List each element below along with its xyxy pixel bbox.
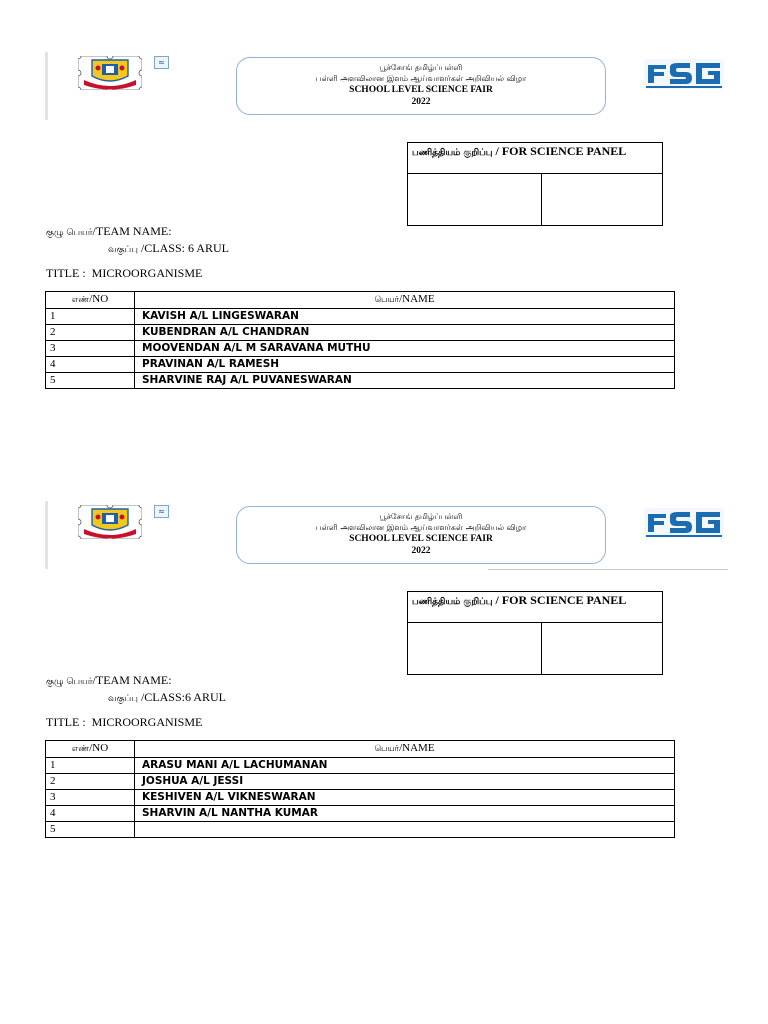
- title-label: TITLE :: [46, 266, 86, 280]
- member-name: PRAVINAN A/L RAMESH: [135, 357, 675, 373]
- table-row: [46, 341, 675, 357]
- table-row: [46, 309, 675, 325]
- table-row: [46, 790, 675, 806]
- event-year: 2022: [411, 546, 431, 556]
- class-line: [108, 690, 226, 707]
- member-name: SHARVIN A/L NANTHA KUMAR: [135, 806, 675, 822]
- event-name-tamil: பள்ளி அளவிலான இளம் ஆய்வாளர்கள் அறிவியல் விழா: [315, 74, 527, 83]
- column-header-no-english: /NO: [89, 293, 109, 305]
- team-form-2: [0, 449, 768, 889]
- table-row: [46, 325, 675, 341]
- member-name: MOOVENDAN A/L M SARAVANA MUTHU: [135, 341, 675, 357]
- project-title: MICROORGANISME: [91, 266, 203, 280]
- team-name-line: [46, 673, 172, 690]
- column-header-name-english: /NAME: [399, 293, 435, 305]
- member-name: KAVISH A/L LINGESWARAN: [135, 309, 675, 325]
- column-header-no-tamil: எண்: [71, 295, 90, 305]
- table-header-row: [46, 292, 675, 309]
- row-number: 5: [46, 373, 135, 389]
- team-form-1: [0, 0, 768, 440]
- row-number: 1: [46, 758, 135, 774]
- title-label: TITLE :: [46, 715, 86, 729]
- class-value: /CLASS:6 ARUL: [137, 690, 226, 704]
- column-header-no: [46, 741, 135, 758]
- class-line: [108, 241, 229, 258]
- event-title-box: [236, 57, 606, 115]
- row-number: 4: [46, 806, 135, 822]
- divider-line: [488, 569, 728, 570]
- table-row: [46, 357, 675, 373]
- science-panel-label-tamil: பணித்தியம் குறிப்பு: [412, 597, 493, 607]
- event-year: 2022: [411, 97, 431, 107]
- row-number: 3: [46, 341, 135, 357]
- row-number: 2: [46, 774, 135, 790]
- panel-score-cell[interactable]: [542, 174, 662, 225]
- margin-bar: [45, 501, 48, 569]
- table-row: [46, 758, 675, 774]
- team-name-label-english: /TEAM NAME:: [92, 224, 172, 238]
- panel-score-cell[interactable]: [542, 623, 662, 674]
- science-panel-header: [408, 143, 662, 174]
- team-name-label-tamil: குழு பெயர்: [46, 677, 93, 687]
- member-name: ARASU MANI A/L LACHUMANAN: [135, 758, 675, 774]
- column-header-no-english: /NO: [89, 742, 109, 754]
- table-header-row: [46, 741, 675, 758]
- school-name-tamil: பூச்சோங் தமிழ்ப்பள்ளி: [379, 63, 463, 72]
- table-row: [46, 822, 675, 838]
- image-anchor-icon: ≈: [154, 56, 169, 69]
- team-name-line: [46, 224, 172, 241]
- table-row: [46, 806, 675, 822]
- member-name: SHARVINE RAJ A/L PUVANESWARAN: [135, 373, 675, 389]
- column-header-no: [46, 292, 135, 309]
- row-number: 3: [46, 790, 135, 806]
- column-header-no-tamil: எண்: [71, 744, 90, 754]
- project-title-line: [46, 715, 202, 730]
- event-title-box: [236, 506, 606, 564]
- science-panel-box: [407, 591, 663, 675]
- class-label-tamil: வகுப்பு: [108, 245, 138, 255]
- column-header-name: [135, 741, 675, 758]
- event-name-english: SCHOOL LEVEL SCIENCE FAIR: [349, 85, 493, 95]
- column-header-name-english: /NAME: [399, 742, 435, 754]
- member-name: [135, 822, 675, 838]
- class-value: /CLASS: 6 ARUL: [137, 241, 229, 255]
- science-panel-header: [408, 592, 662, 623]
- science-panel-label-tamil: பணித்தியம் குறிப்பு: [412, 148, 493, 158]
- panel-score-cell[interactable]: [408, 623, 542, 674]
- panel-score-cell[interactable]: [408, 174, 542, 225]
- row-number: 4: [46, 357, 135, 373]
- event-name-english: SCHOOL LEVEL SCIENCE FAIR: [349, 534, 493, 544]
- school-logo-icon: [78, 505, 142, 539]
- margin-bar: [45, 52, 48, 120]
- member-name: JOSHUA A/L JESSI: [135, 774, 675, 790]
- image-anchor-icon: ≈: [154, 505, 169, 518]
- project-title: MICROORGANISME: [91, 715, 203, 729]
- row-number: 5: [46, 822, 135, 838]
- column-header-name: [135, 292, 675, 309]
- school-name-tamil: பூச்சோங் தமிழ்ப்பள்ளி: [379, 512, 463, 521]
- member-name: KESHIVEN A/L VIKNESWARAN: [135, 790, 675, 806]
- class-label-tamil: வகுப்பு: [108, 694, 138, 704]
- members-table: [45, 740, 675, 838]
- member-name: KUBENDRAN A/L CHANDRAN: [135, 325, 675, 341]
- school-logo-icon: [78, 56, 142, 90]
- science-panel-label-english: / FOR SCIENCE PANEL: [492, 593, 627, 607]
- team-name-label-english: /TEAM NAME:: [92, 673, 172, 687]
- science-panel-box: [407, 142, 663, 226]
- row-number: 1: [46, 309, 135, 325]
- science-panel-label-english: / FOR SCIENCE PANEL: [492, 144, 627, 158]
- event-name-tamil: பள்ளி அளவிலான இளம் ஆய்வாளர்கள் அறிவியல் விழா: [315, 523, 527, 532]
- science-logo-icon: [644, 59, 724, 89]
- column-header-name-tamil: பெயர்: [374, 295, 400, 305]
- members-table: [45, 291, 675, 389]
- science-logo-icon: [644, 508, 724, 538]
- team-name-label-tamil: குழு பெயர்: [46, 228, 93, 238]
- row-number: 2: [46, 325, 135, 341]
- column-header-name-tamil: பெயர்: [374, 744, 400, 754]
- table-row: [46, 774, 675, 790]
- project-title-line: [46, 266, 202, 281]
- table-row: [46, 373, 675, 389]
